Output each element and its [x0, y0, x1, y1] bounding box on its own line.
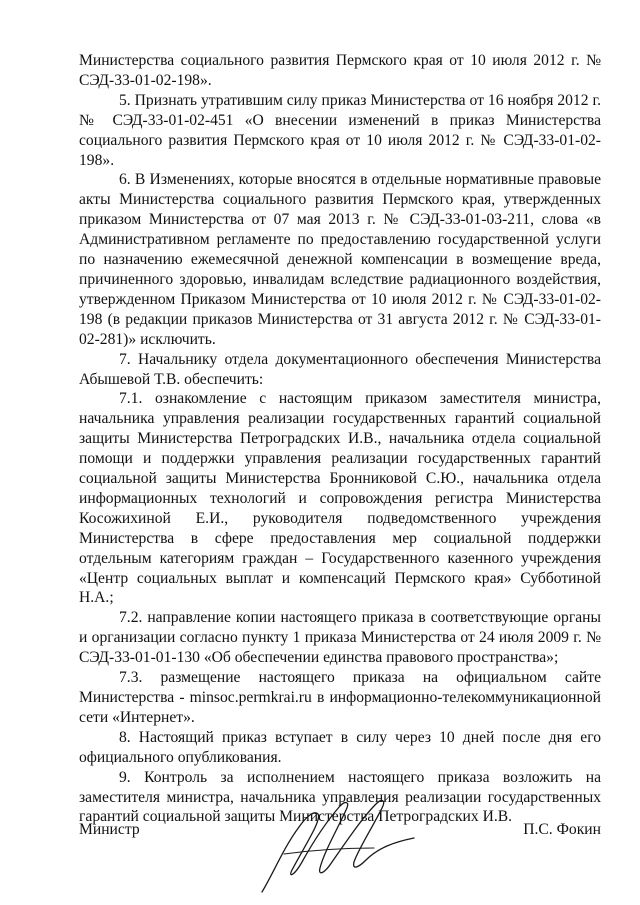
- paragraph-9: 9. Контроль за исполнением настоящего приказа возложить на заместителя министра, начальника управления реализации государственных гарантий социальной защиты Министерства Петроградских И.В.: [79, 768, 601, 826]
- paragraph-6: 6. В Изменениях, которые вносятся в отдельные нормативные правовые акты Министерства социального развития Пермского края, утвержденных приказом Министерства от 07 мая 2013 г. № СЭД-33-01-03-211, слова «в Административном регламенте по предоставлению государственной услуги по назначению ежемесячной денежной компенсации в возмещение вреда, причиненного здоровью, инвалидам вследствие радиационного воздействия, утвержденном Приказом Министерства от 10 июля 2012 г. № СЭД-33-01-02-198 (в редакции приказов Министерства от 31 августа 2012 г. № СЭД-33-01-02-281)» исключить.: [79, 171, 601, 348]
- handwritten-signature: [254, 792, 419, 902]
- paragraph-5: 5. Признать утратившим силу приказ Министерства от 16 ноября 2012 г. № СЭД-33-01-02-451 «О внесении изменений в приказ Министерства социального развития Пермского края от 10 июля 2012 г. № СЭД-33-01-02-198».: [79, 91, 601, 169]
- paragraph-7: 7. Начальнику отдела документационного обеспечения Министерства Абышевой Т.В. обеспечить:: [79, 350, 601, 388]
- signature-block: [79, 814, 601, 894]
- paragraph-7-3: 7.3. размещение настоящего приказа на официальном сайте Министерства - minsoc.permkrai.ru в информационно-телекоммуникационной сети «Интернет».: [79, 669, 601, 726]
- document-body: [79, 51, 601, 827]
- paragraph-7-2: 7.2. направление копии настоящего приказа в соответствующие органы и организации согласно пункту 1 приказа Министерства от 24 июля 2009 г. № СЭД-33-01-01-130 «Об обеспечении единства правового пространства»;: [79, 609, 601, 667]
- paragraph-7-1: 7.1. ознакомление с настоящим приказом заместителя министра, начальника управления реализации государственных гарантий социальной защиты Министерства Петроградских И.В., начальника отдела социальной помощи и поддержки управления реализации государственных гарантий социальной защиты Министерства Бронниковой С.Ю., начальника отдела информационных технологий и сопровождения регистра Министерства Косожихиной Е.И., руководителя подведомственного учреждения Министерства в сфере предоставления мер социальной поддержки отдельным категориям граждан – Государственного казенного учреждения «Центр социальных выплат и компенсаций Пермского края» Субботиной Н.А.;: [79, 390, 601, 607]
- paragraph-continuation: Министерства социального развития Пермского края от 10 июля 2012 г. № СЭД-33-01-02-198».: [79, 52, 601, 89]
- paragraph-8: 8. Настоящий приказ вступает в силу через 10 дней после дня его официального опубликования.: [79, 728, 601, 766]
- signatory-name: П.С. Фокин: [523, 821, 601, 838]
- signatory-title: Министр: [79, 821, 140, 838]
